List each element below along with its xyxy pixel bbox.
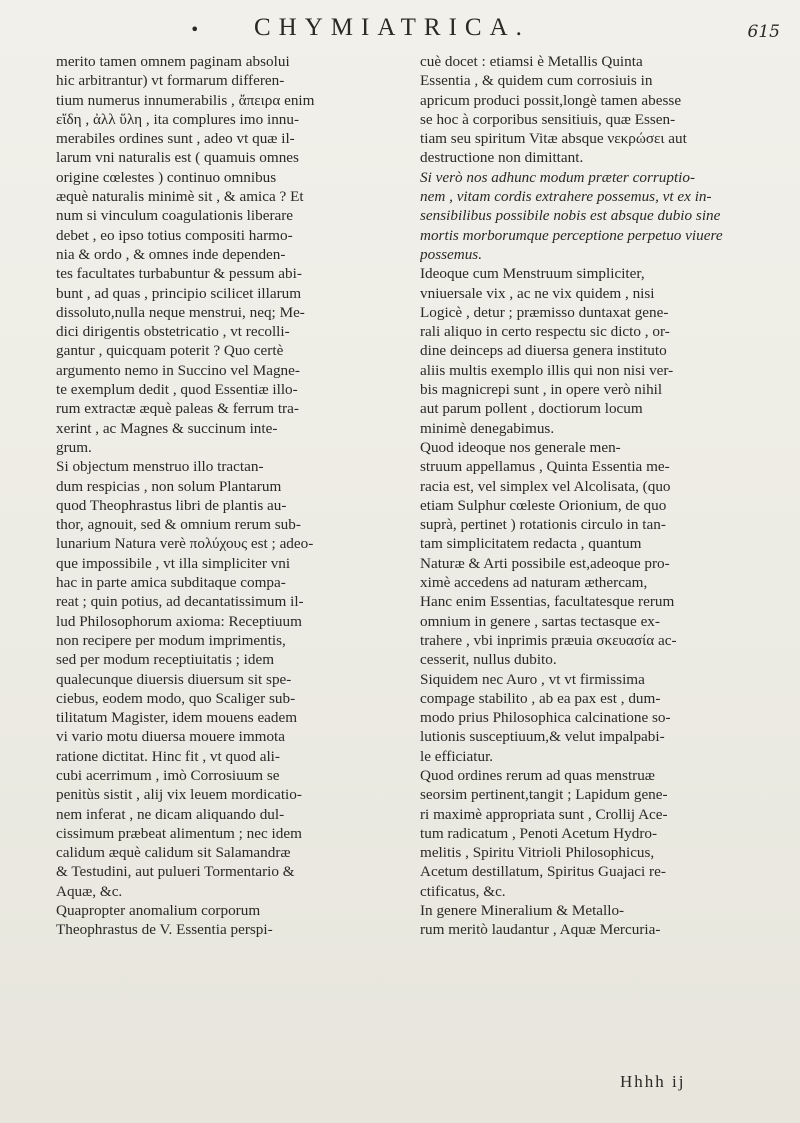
text-line: cesserit, nullus dubito.	[420, 651, 557, 669]
text-line: calidum æquè calidum sit Salamandræ	[56, 844, 291, 862]
text-line: tiam seu spiritum Vitæ absque νεκρώσει aut	[420, 130, 687, 148]
text-line: melitis , Spiritu Vitrioli Philosophicus,	[420, 844, 655, 862]
text-line: compage stabilito , ab ea pax est , dum-	[420, 689, 661, 707]
text-line: lutionis susceptiuum,& velut impalpabi-	[420, 728, 665, 746]
text-line: te exemplum dedit , quod Essentiæ illo-	[56, 381, 298, 399]
text-line: debet , eo ipso totius compositi harmo-	[56, 226, 293, 244]
text-line: bunt , ad quas , principio scilicet illarum	[56, 284, 302, 302]
text-line: gantur , quicquam poterit ? Quo certè	[56, 342, 284, 360]
text-line: vniuersale vix , ac ne vix quidem , nisi	[420, 284, 655, 302]
text-line: Quod ordines rerum ad quas menstruæ	[420, 766, 655, 784]
running-title: CHYMIATRICA.	[254, 14, 530, 41]
text-line: destructione non dimittant.	[420, 149, 584, 167]
text-line: ratione dictitat. Hinc fit , vt quod ali-	[56, 747, 280, 765]
text-line: lunarium Natura verè πολύχους est ; adeo-	[56, 535, 314, 553]
text-line: ctificatus, &c.	[420, 882, 506, 900]
text-line: trahere , vbi inprimis præuia σκευασία ac-	[420, 631, 677, 649]
text-line: ri maximè appropriata sunt , Crollij Ace-	[420, 805, 668, 823]
text-line: Quod ideoque nos generale men-	[420, 438, 621, 456]
text-line: grum.	[56, 438, 92, 456]
text-line: nem inferat , ne dicam aliquando dul-	[56, 805, 285, 823]
text-line: tium numerus innumerabilis , ἄπειρα enim	[56, 91, 315, 109]
text-line: reat ; quin potius, ad decantatissimum il-	[56, 593, 304, 611]
text-line: tes facultates turbabuntur & pessum abi-	[56, 265, 302, 283]
text-line: rali aliquo in certo respectu sic dicto , or-	[420, 323, 670, 341]
text-line: argumento nemo in Succino vel Magne-	[56, 361, 300, 379]
text-line: que impossibile , vt illa simpliciter vni	[56, 554, 291, 572]
text-line: thor, agnouit, sed & omnium rerum sub-	[56, 516, 301, 534]
text-line: penitùs sistit , alij vix leuem mordicatio-	[56, 786, 302, 804]
text-line: sensibilibus possibile nobis est absque dubio sine	[420, 207, 721, 225]
text-line: hic arbitrantur) vt formarum differen-	[56, 72, 285, 90]
text-line: sed per modum receptiuitatis ; idem	[56, 651, 275, 669]
text-line: larum vni naturalis est ( quamuis omnes	[56, 149, 299, 167]
text-line: hac in parte amica subditaque compa-	[56, 574, 286, 592]
text-line: seorsim pertinent,tangit ; Lapidum gene-	[420, 786, 668, 804]
text-line: Theophrastus de V. Essentia perspi-	[56, 921, 273, 939]
text-line: aliis multis exemplo illis qui non nisi ver-	[420, 361, 674, 379]
text-line: bis magnicrepi sunt , in opere verò nihil	[420, 381, 663, 399]
text-line: dine deinceps ad diuersa genera instituto	[420, 342, 667, 360]
text-line: tam simplicitatem redacta , quantum	[420, 535, 642, 553]
text-line: Siquidem nec Auro , vt vt firmissima	[420, 670, 645, 688]
text-line: nem , vitam cordis extrahere possemus, vt ex in-	[420, 188, 712, 206]
text-line: tilitatum Magister, idem mouens eadem	[56, 709, 298, 727]
text-line: æquè naturalis minimè sit , & amica ? Et	[56, 188, 304, 206]
right-text-column	[420, 52, 772, 940]
text-line: struum appellamus , Quinta Essentia me-	[420, 458, 670, 476]
text-line: ximè accedens ad naturam æthercam,	[420, 574, 648, 592]
text-line: nia & ordo , & omnes inde dependen-	[56, 245, 286, 263]
text-line: tum radicatum , Penoti Acetum Hydro-	[420, 824, 658, 842]
text-line: lud Philosophorum axioma: Receptiuum	[56, 612, 302, 630]
text-line: mortis morborumque perceptione perpetuo viuere	[420, 226, 723, 244]
left-text-column	[56, 52, 406, 940]
text-line: Acetum destillatum, Spiritus Guajaci re-	[420, 863, 666, 881]
text-line: dici dirigentis obstetricatio , vt recolli-	[56, 323, 290, 341]
text-line: omnium in genere , sartas tectasque ex-	[420, 612, 660, 630]
text-line: & Testudini, aut pulueri Tormentario &	[56, 863, 295, 881]
text-line: suprà, pertinet ) rotationis circulo in tan-	[420, 516, 666, 534]
text-line: merito tamen omnem paginam absolui	[56, 53, 290, 70]
text-line: apricum produci possit,longè tamen abesse	[420, 91, 682, 109]
text-line: origine cœlestes ) continuo omnibus	[56, 168, 277, 186]
text-line: ciebus, eodem modo, quo Scaliger sub-	[56, 689, 296, 707]
text-line: Logicè , detur ; præmisso duntaxat gene-	[420, 303, 669, 321]
text-line: rum meritò laudantur , Aquæ Mercuria-	[420, 921, 661, 939]
text-line: dum respicias , non solum Plantarum	[56, 477, 282, 495]
text-line: Ideoque cum Menstruum simpliciter,	[420, 265, 645, 283]
text-line: dissoluto,nulla neque menstrui, neq; Me-	[56, 303, 305, 321]
text-line: Hanc enim Essentias, facultatesque rerum	[420, 593, 675, 611]
text-line: le efficiatur.	[420, 747, 494, 765]
text-line: vi vario motu diuersa mouere immota	[56, 728, 286, 746]
text-line: aut parum pollent , doctiorum locum	[420, 400, 643, 418]
text-line: qualecunque diuersis diuersum sit spe-	[56, 670, 292, 688]
text-line: cuè docet : etiamsi è Metallis Quinta	[420, 53, 643, 70]
text-line: cubi acerrimum , imò Corrosiuum se	[56, 766, 280, 784]
text-line: minimè denegabimus.	[420, 419, 555, 437]
text-line: etiam Sulphur cœleste Orionium, de quo	[420, 496, 667, 514]
text-line: Naturæ & Arti possibile est,adeoque pro-	[420, 554, 670, 572]
text-line: εἴδη , ἀλλ ὕλη , ita complures imo innu-	[56, 110, 300, 128]
text-line: Aquæ, &c.	[56, 882, 123, 900]
text-line: non recipere per modum imprimentis,	[56, 631, 286, 649]
text-line: rum extractæ æquè paleas & ferrum tra-	[56, 400, 299, 418]
text-line: racia est, vel simplex vel Alcolisata, (quo	[420, 477, 671, 495]
header-mark: •	[190, 20, 200, 39]
text-line: Si objectum menstruo illo tractan-	[56, 458, 264, 476]
text-line: Si verò nos adhunc modum præter corruptio-	[420, 168, 696, 186]
text-line: cissimum præbeat alimentum ; nec idem	[56, 824, 302, 842]
signature-mark: Hhhh ij	[620, 1072, 686, 1091]
text-line: quod Theophrastus libri de plantis au-	[56, 496, 287, 514]
text-line: In genere Mineralium & Metallo-	[420, 902, 625, 920]
page-number: 615	[747, 22, 780, 42]
text-line: merabiles ordines sunt , adeo vt quæ il-	[56, 130, 295, 148]
text-line: possemus.	[420, 245, 483, 263]
text-line: Essentia , & quidem cum corrosiuis in	[420, 72, 653, 90]
text-line: Quapropter anomalium corporum	[56, 902, 261, 920]
text-line: modo prius Philosophica calcinatione so-	[420, 709, 671, 727]
text-line: se hoc à corporibus sensitiuis, quæ Essen-	[420, 110, 676, 128]
text-line: xerint , ac Magnes & succinum inte-	[56, 419, 278, 437]
running-header	[190, 14, 780, 46]
text-line: num si vinculum coagulationis liberare	[56, 207, 294, 225]
